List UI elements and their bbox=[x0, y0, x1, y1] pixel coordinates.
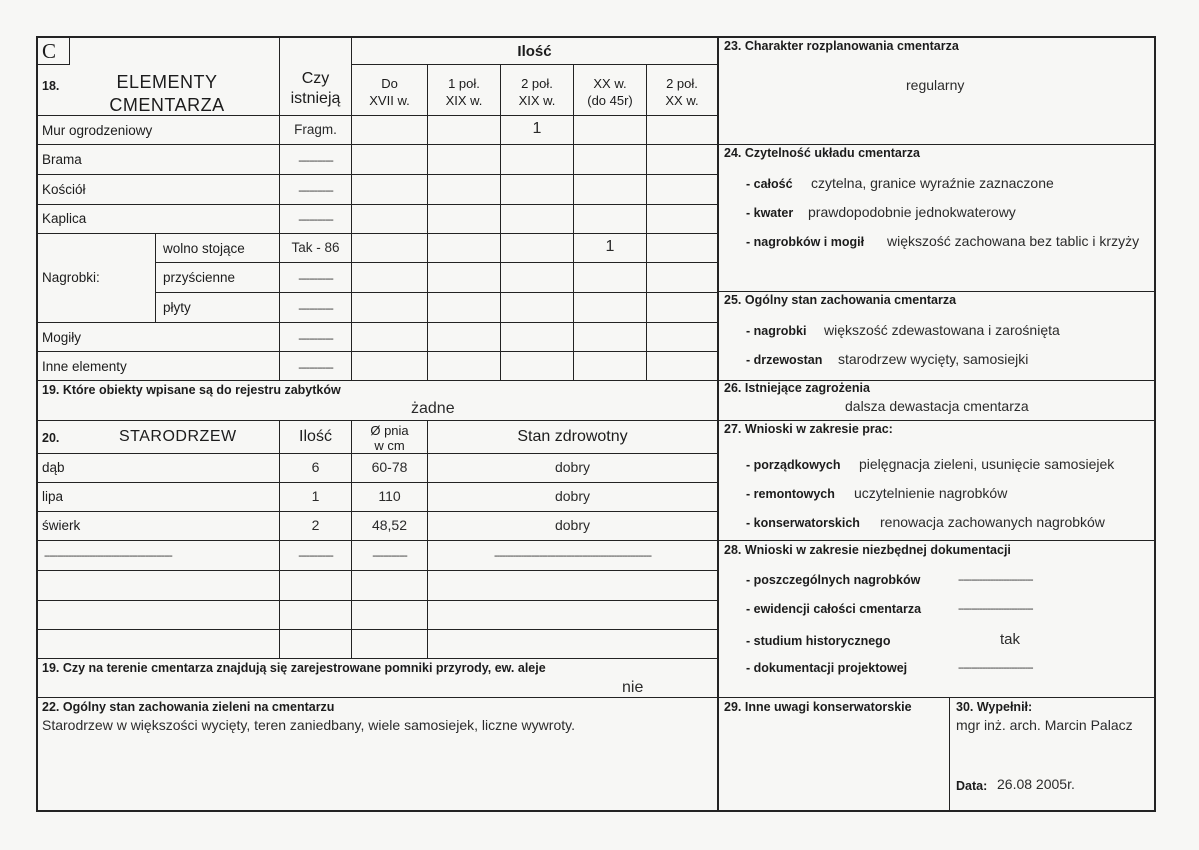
col-3-l1: 2 poł. bbox=[521, 76, 553, 91]
trees-stan-header: Stan zdrowotny bbox=[517, 428, 628, 445]
frame-bottom bbox=[36, 810, 1156, 812]
row-kosciol-label: Kościół bbox=[42, 182, 86, 197]
row-line-h bbox=[36, 322, 718, 323]
trees-num: 20. bbox=[42, 431, 60, 445]
row-przyscienne-exists: ------------- bbox=[298, 273, 333, 285]
row-mur-label: Mur ogrodzeniowy bbox=[42, 123, 153, 138]
q24-item-2-key: - kwater bbox=[746, 206, 794, 220]
q28-item-4-key: - dokumentacji projektowej bbox=[746, 661, 908, 675]
q30-name: mgr inż. arch. Marcin Palacz bbox=[956, 717, 1133, 733]
row-plyty-label: płyty bbox=[163, 300, 191, 315]
tree-row-2-qty: 1 bbox=[311, 488, 320, 504]
tree-row-2-name: lipa bbox=[42, 489, 64, 504]
q25-item-1-value: większość zdewastowana i zarośnięta bbox=[824, 322, 1060, 338]
tree-row-3-name: świerk bbox=[42, 518, 81, 533]
czy-l2: istnieją bbox=[290, 90, 341, 107]
row-brama-label: Brama bbox=[42, 152, 82, 167]
tree-row-1-qty: 6 bbox=[311, 459, 320, 475]
col-line-5 bbox=[573, 64, 574, 381]
q24-item-3-key: - nagrobków i mogił bbox=[746, 235, 865, 249]
col-4-l1: XX w. bbox=[593, 76, 627, 91]
trees-title: STARODRZEW bbox=[119, 428, 237, 445]
col-line-4 bbox=[500, 64, 501, 381]
q29-label: 29. Inne uwagi konserwatorskie bbox=[724, 700, 912, 714]
q25-item-2-key: - drzewostan bbox=[746, 353, 823, 367]
tree-row-1-diam: 60-78 bbox=[371, 459, 408, 475]
tree-dash-diam: ------------- bbox=[372, 550, 407, 562]
tree-row-2-cond: dobry bbox=[554, 488, 591, 504]
q23-answer: regularny bbox=[906, 77, 965, 93]
box-29-30-divider bbox=[949, 697, 950, 812]
q28-item-1-value: ---------------------------- bbox=[958, 574, 1033, 586]
czy-l1: Czy bbox=[301, 70, 330, 87]
row-wolno-label: wolno stojące bbox=[163, 241, 245, 256]
q27-item-2-key: - remontowych bbox=[746, 487, 835, 501]
col-line-3 bbox=[427, 64, 428, 381]
row-line-n bbox=[36, 511, 718, 512]
q25-item-2-value: starodrzew wycięty, samosiejki bbox=[838, 351, 1029, 367]
row-line-l bbox=[36, 453, 718, 454]
row-kosciol-exists: ------------- bbox=[298, 185, 333, 197]
q28-item-1-key: - poszczególnych nagrobków bbox=[746, 573, 921, 587]
row-line-i bbox=[36, 351, 718, 352]
elements-title-l1: ELEMENTY bbox=[116, 72, 218, 92]
row-mogily-exists: ------------- bbox=[298, 333, 333, 345]
frame-right bbox=[1154, 36, 1156, 812]
row-kaplica-exists: ------------- bbox=[298, 214, 333, 226]
q30-date: 26.08 2005r. bbox=[997, 776, 1075, 792]
q22-text: Starodrzew w większości wycięty, teren zaniedbany, wiele samosiejek, liczne wywroty. bbox=[42, 717, 575, 733]
col-line-1 bbox=[279, 36, 280, 381]
col-4-l2: (do 45r) bbox=[587, 93, 633, 108]
tree-row-2-diam: 110 bbox=[378, 488, 401, 504]
col-3-l2: XIX w. bbox=[518, 93, 556, 108]
row-line-g bbox=[155, 292, 718, 293]
row-mogily-label: Mogiły bbox=[42, 330, 82, 345]
col-2-l2: XIX w. bbox=[445, 93, 483, 108]
q24-item-2-value: prawdopodobnie jednokwaterowy bbox=[808, 204, 1016, 220]
row-przyscienne-label: przyścienne bbox=[163, 270, 236, 285]
nagrobki-sub-line bbox=[155, 234, 156, 322]
right-line-24 bbox=[718, 291, 1156, 292]
frame-left bbox=[36, 36, 38, 812]
elements-title-l2: CMENTARZA bbox=[109, 95, 225, 115]
col-1-l2: XVII w. bbox=[369, 93, 410, 108]
row-kaplica-label: Kaplica bbox=[42, 211, 87, 226]
q24-item-1-value: czytelna, granice wyraźnie zaznaczone bbox=[811, 175, 1054, 191]
tree-row-1-name: dąb bbox=[42, 460, 65, 475]
q24-item-3-value: większość zachowana bez tablic i krzyży bbox=[887, 233, 1140, 249]
row-nagrobki-label: Nagrobki: bbox=[42, 270, 100, 285]
q24-label: 24. Czytelność układu cmentarza bbox=[724, 146, 920, 160]
row-line-c bbox=[36, 174, 718, 175]
trees-pnia-l2: w cm bbox=[374, 438, 405, 453]
q26-label: 26. Istniejące zagrożenia bbox=[724, 381, 870, 395]
row-line-o bbox=[36, 540, 1156, 541]
q27-item-3-key: - konserwatorskich bbox=[746, 516, 860, 530]
col-5-l1: 2 poł. bbox=[666, 76, 698, 91]
row-line-p bbox=[36, 570, 718, 571]
row-line-s bbox=[36, 658, 718, 659]
q28-item-3-value: tak bbox=[1000, 631, 1021, 648]
q26-answer: dalsza dewastacja cmentarza bbox=[845, 398, 1029, 414]
tree-row-3-qty: 2 bbox=[311, 517, 320, 533]
row-plyty-exists: ------------- bbox=[298, 303, 333, 315]
section-letter: C bbox=[42, 39, 57, 63]
q24-item-1-key: - całość bbox=[746, 177, 793, 191]
row-brama-exists: ------------- bbox=[298, 155, 333, 167]
row-inne-exists: ------------- bbox=[298, 362, 333, 374]
q27-label: 27. Wnioski w zakresie prac: bbox=[724, 422, 893, 436]
tree-col-1 bbox=[279, 420, 280, 658]
tree-col-2 bbox=[351, 420, 352, 658]
tree-row-3-diam: 48,52 bbox=[371, 517, 408, 533]
frame-top bbox=[36, 36, 1156, 38]
q23-label: 23. Charakter rozplanowania cmentarza bbox=[724, 39, 959, 53]
q28-label: 28. Wnioski w zakresie niezbędnej dokumentacji bbox=[724, 543, 1011, 557]
row-wolno-value: 1 bbox=[605, 238, 615, 255]
divider-vertical-main bbox=[717, 36, 719, 812]
tree-row-3-cond: dobry bbox=[554, 517, 591, 533]
c-box-right bbox=[69, 36, 70, 65]
q22-label: 22. Ogólny stan zachowania zieleni na cmentarzu bbox=[42, 700, 335, 714]
row-line-f bbox=[155, 262, 718, 263]
q28-item-2-value: ---------------------------- bbox=[958, 603, 1033, 615]
q30-label: 30. Wypełnił: bbox=[956, 700, 1033, 714]
tree-row-1-cond: dobry bbox=[554, 459, 591, 475]
q19a-label: 19. Które obiekty wpisane są do rejestru zabytków bbox=[42, 383, 341, 397]
elements-num: 18. bbox=[42, 79, 60, 93]
row-line-k bbox=[36, 420, 1156, 421]
row-line-m bbox=[36, 482, 718, 483]
col-5-l2: XX w. bbox=[665, 93, 699, 108]
q27-item-3-value: renowacja zachowanych nagrobków bbox=[880, 514, 1105, 530]
q27-item-1-key: - porządkowych bbox=[746, 458, 841, 472]
tree-col-3 bbox=[427, 420, 428, 658]
row-line-d bbox=[36, 204, 718, 205]
q30-date-label: Data: bbox=[956, 779, 988, 793]
q25-item-1-key: - nagrobki bbox=[746, 324, 807, 338]
q19b-answer: nie bbox=[622, 679, 644, 696]
trees-ilosc-header: Ilość bbox=[299, 428, 332, 445]
row-line-e bbox=[36, 233, 718, 234]
ilosc-header: Ilość bbox=[517, 43, 552, 60]
tree-dash-cond: ----------------------------------------------------------- bbox=[493, 550, 652, 562]
tree-dash-qty: ------------- bbox=[298, 550, 333, 562]
col-2-l1: 1 poł. bbox=[448, 76, 480, 91]
row-line-q bbox=[36, 600, 718, 601]
q28-item-2-key: - ewidencji całości cmentarza bbox=[746, 602, 922, 616]
ilosc-underline bbox=[351, 64, 717, 65]
q27-item-1-value: pielęgnacja zieleni, usunięcie samosiejek bbox=[859, 456, 1115, 472]
q25-label: 25. Ogólny stan zachowania cmentarza bbox=[724, 293, 957, 307]
col-line-6 bbox=[646, 64, 647, 381]
q19b-label: 19. Czy na terenie cmentarza znajdują się zarejestrowane pomniki przyrody, ew. aleje bbox=[42, 661, 546, 675]
right-line-23 bbox=[718, 144, 1156, 145]
q27-item-2-value: uczytelnienie nagrobków bbox=[854, 485, 1008, 501]
tree-dash-name: ------------------------------------------------ bbox=[44, 550, 172, 562]
row-wolno-exists: Tak - 86 bbox=[291, 240, 340, 255]
row-line-r bbox=[36, 629, 718, 630]
row-inne-label: Inne elementy bbox=[42, 359, 127, 374]
row-line-t bbox=[36, 697, 1156, 698]
row-line-b bbox=[36, 144, 718, 145]
col-1-l1: Do bbox=[381, 76, 398, 91]
row-line-j bbox=[36, 380, 1156, 381]
trees-pnia-l1: Ø pnia bbox=[370, 423, 409, 438]
q28-item-4-value: ---------------------------- bbox=[958, 662, 1033, 674]
c-box-bottom bbox=[36, 64, 70, 65]
row-line-a bbox=[36, 115, 718, 116]
q19a-answer: żadne bbox=[411, 400, 455, 417]
q28-item-3-key: - studium historycznego bbox=[746, 634, 891, 648]
row-mur-value: 1 bbox=[532, 120, 542, 137]
row-mur-exists: Fragm. bbox=[294, 122, 337, 137]
